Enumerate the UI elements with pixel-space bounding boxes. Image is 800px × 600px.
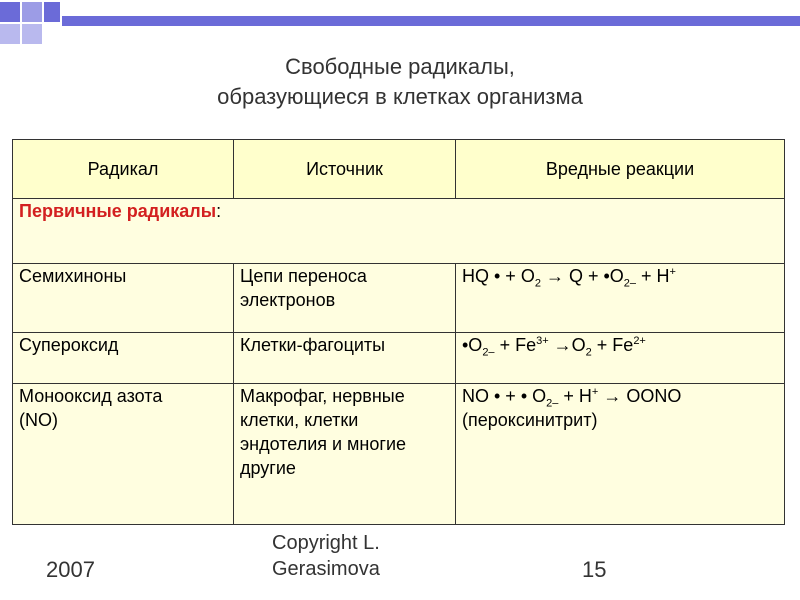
header-source: Источник [234,140,456,199]
reaction-text: → OONO [598,386,682,406]
table-row [13,333,785,384]
reaction-sub: 2– [482,346,495,359]
cell-source [234,384,456,525]
decor-square [0,24,20,44]
reaction-sup: + [591,386,599,398]
decor-square [22,24,42,44]
reaction-note: (пероксинитрит) [462,410,598,430]
reaction-text: →O [548,335,586,355]
decor-square [44,2,60,22]
cell-radical [13,384,234,525]
cell-reaction [456,384,785,525]
cell-source [234,333,456,384]
reaction-text: + H [636,266,670,286]
footer-year: 2007 [46,557,95,582]
decor-square [22,2,42,22]
radical-text: Монооксид азота (NO) [19,386,163,430]
reaction-sub: 2– [623,277,637,290]
section-cell [13,199,785,264]
reaction-text: + H [558,386,592,406]
cell-radical: Супероксид [13,333,234,384]
slide-title-line2: образующиеся в клетках организма [217,84,583,109]
section-colon: : [216,201,222,221]
reaction-sup: 2+ [633,335,646,347]
table-header-row [13,140,785,199]
source-text: Клетки-фагоциты [240,335,386,355]
reaction-text: → Q + •O [540,266,624,286]
table-row [13,264,785,333]
header-bar [62,16,800,26]
slide-title [0,52,800,112]
header-radical: Радикал [13,140,234,199]
reaction-sub: 2 [534,277,541,290]
section-title: Первичные радикалы [19,201,217,221]
table-row [13,384,785,525]
slide-title-line1: Свободные радикалы, [285,54,515,79]
reaction-sup: + [669,266,676,278]
section-row [13,199,785,264]
radicals-table [12,139,785,525]
reaction-sub: 2 [585,346,592,359]
page-number: 15 [582,557,607,582]
decor-square [0,2,20,22]
reaction-text: NO • + • O [462,386,547,406]
reaction-text: + Fe [591,335,634,355]
footer-copyright: Copyright L. Gerasimova [272,532,380,580]
cell-reaction [456,333,785,384]
cell-radical: Семихиноны [13,264,234,333]
cell-source: Цепи переноса электронов [234,264,456,333]
reaction-sup: 3+ [536,335,549,347]
cell-reaction [456,264,785,333]
reaction-sub: 2– [546,397,559,410]
reaction-text: HQ • + O [462,266,535,286]
source-text: Макрофаг, нервные клетки, клетки эндотелия и многие другие [240,386,407,478]
reaction-text: + Fe [494,335,537,355]
header-reactions: Вредные реакции [456,140,785,199]
reaction-text: •O [462,335,483,355]
